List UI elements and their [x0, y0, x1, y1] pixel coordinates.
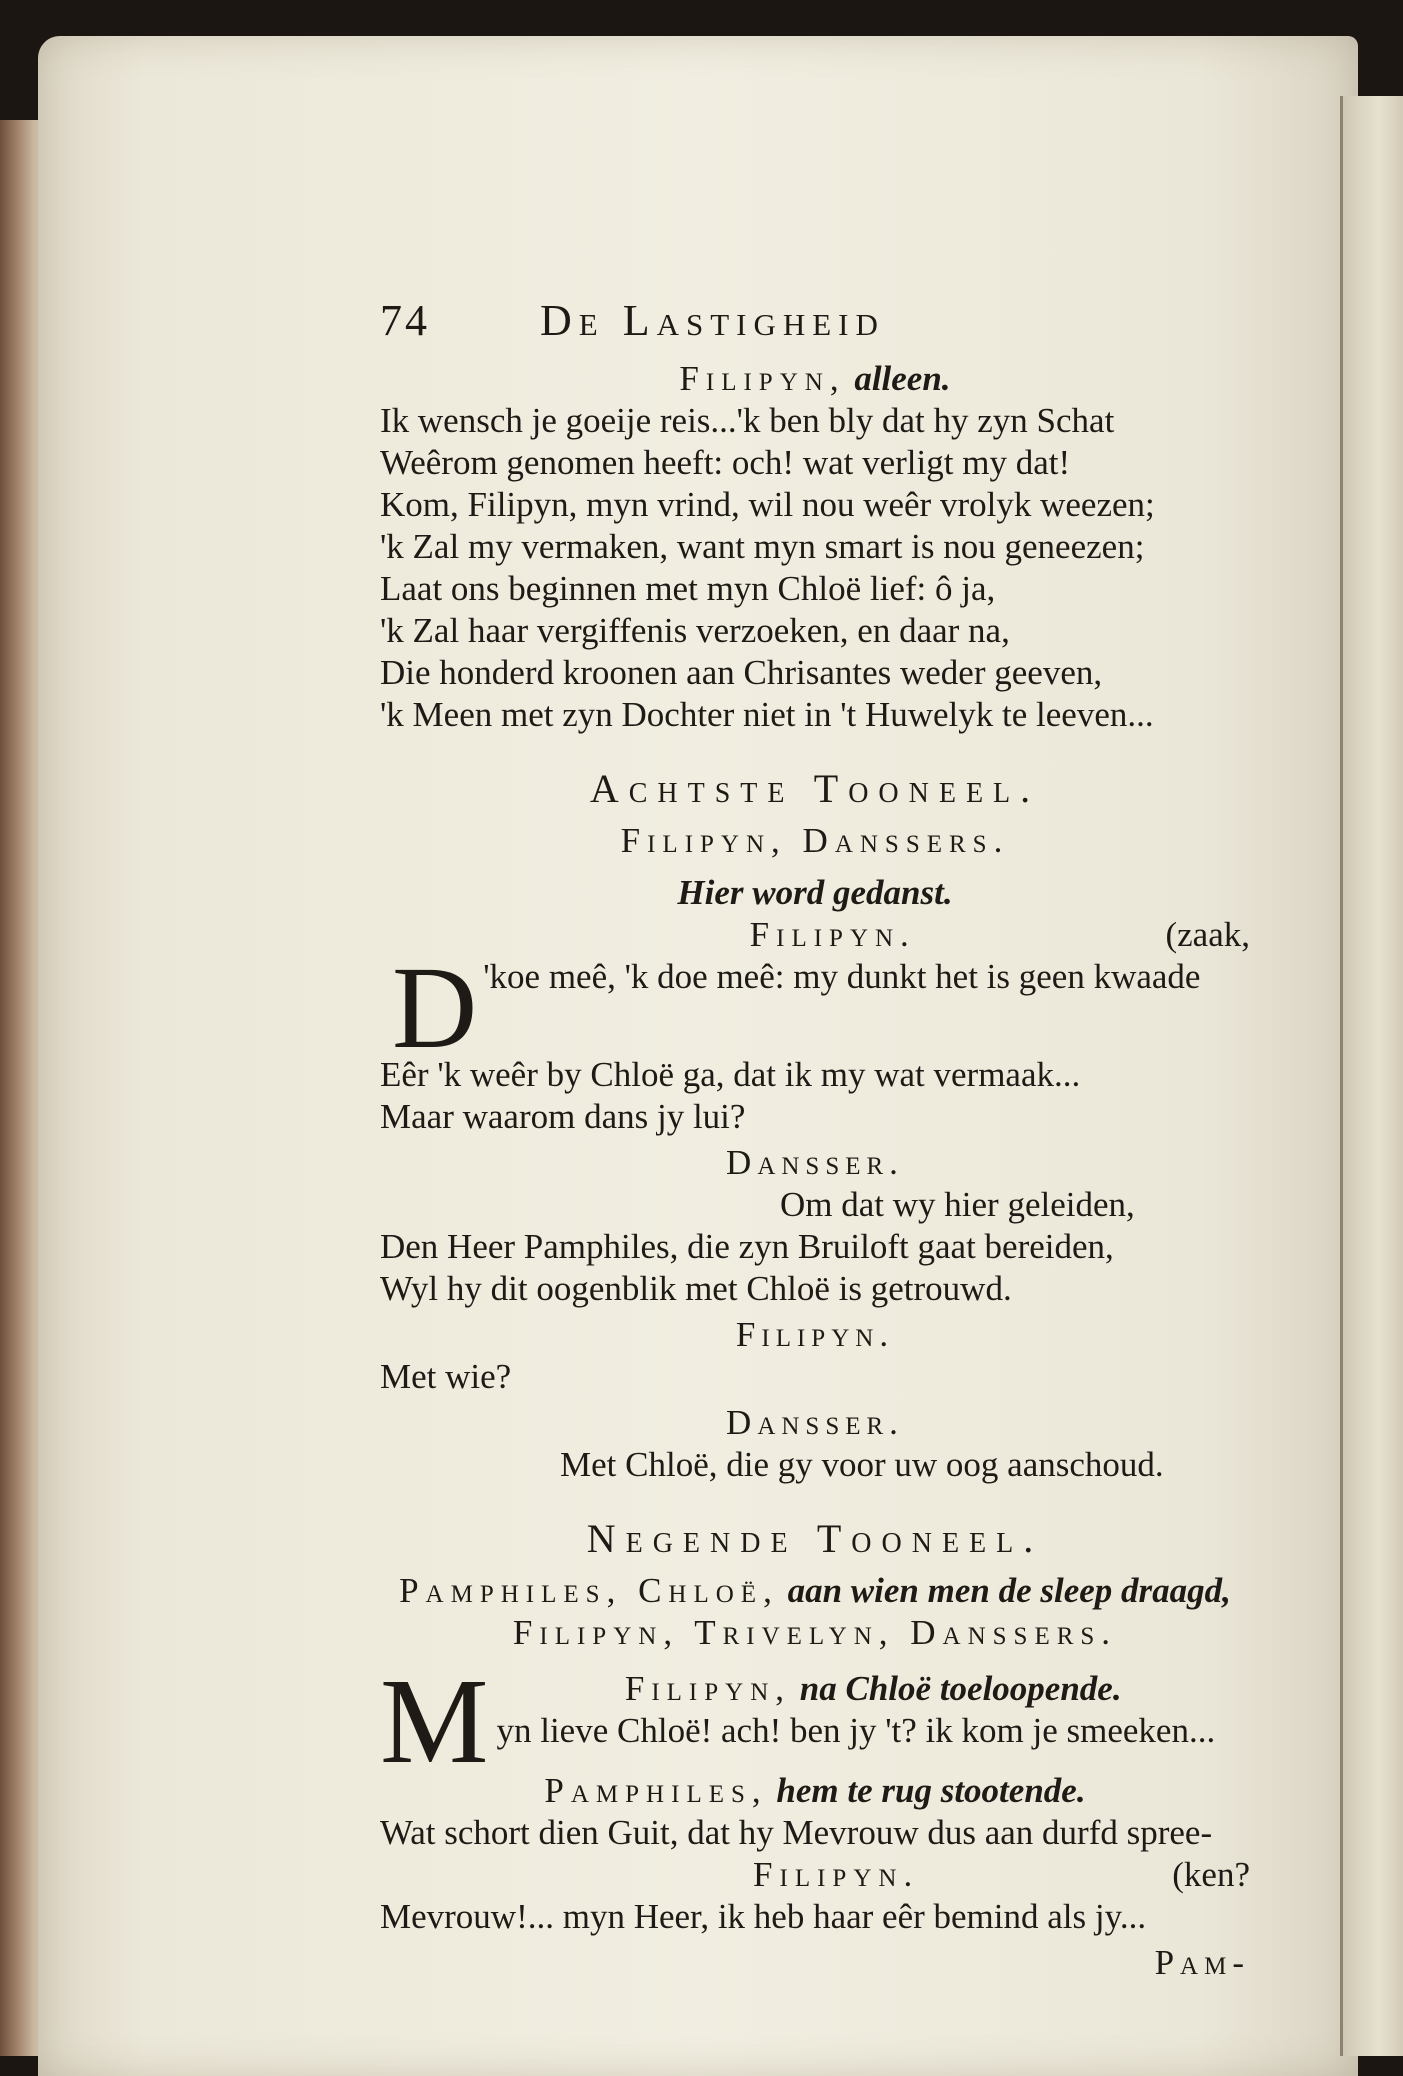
scene9-direction1: na Chloë toeloopende. — [799, 1669, 1122, 1708]
scene8-line7: Met wie? — [380, 1357, 512, 1396]
scene9-line3: Mevrouw!... myn Heer, ik heb haar eêr bemind als jy... — [380, 1897, 1147, 1936]
scene7-verse — [380, 400, 1250, 736]
verse-line: 'k Meen met zyn Dochter niet in 't Huwelyk te leeven... — [380, 695, 1154, 734]
scene9-speaker2: Pamphiles, — [544, 1771, 768, 1810]
verse-line: 'k Zal haar vergiffenis verzoeken, en daar na, — [380, 611, 1010, 650]
scene9-title: Negende Tooneel. — [586, 1516, 1044, 1561]
verse-line: Weêrom genomen heeft: och! wat verligt my dat! — [380, 443, 1071, 482]
scene9-line2: Wat schort dien Guit, dat hy Mevrouw dus aan durfd spree- — [380, 1813, 1213, 1852]
verse-line: Laat ons beginnen met myn Chloë lief: ô ja, — [380, 569, 996, 608]
scene9-speaker3-row — [380, 1854, 1250, 1896]
scene8-line6: Wyl hy dit oogenblik met Chloë is getrouwd. — [380, 1269, 1012, 1308]
running-title: De Lastigheid — [540, 296, 885, 345]
verse-line: Ik wensch je goeije reis...'k ben bly dat hy zyn Schat — [380, 401, 1115, 440]
scene8-line4: Om dat wy hier geleiden, — [780, 1185, 1135, 1224]
scene8-line5: Den Heer Pamphiles, die zyn Bruiloft gaat bereiden, — [380, 1227, 1114, 1266]
scene8-speaker2: Dansser. — [726, 1143, 904, 1182]
next-page-edge — [1340, 96, 1403, 2056]
page-number: 74 — [380, 296, 430, 345]
drop-cap-d: D — [392, 942, 478, 1073]
scene8-stage-direction: Hier word gedanst. — [677, 873, 953, 912]
scene9-line1: yn lieve Chloë! ach! ben jy 't? ik kom je smeeken... — [496, 1711, 1216, 1750]
scene9-speaker1: Filipyn, — [624, 1669, 792, 1708]
verse-line: Die honderd kroonen aan Chrisantes weder geeven, — [380, 653, 1103, 692]
scene9-opening — [380, 1654, 1250, 1789]
scene9-turnover: (ken? — [1172, 1855, 1250, 1894]
line-prefix: 'k — [483, 957, 508, 996]
catchword: Pam- — [1154, 1943, 1250, 1982]
verse-line: Kom, Filipyn, myn vrind, wil nou weêr vrolyk weezen; — [380, 485, 1155, 524]
scene8-characters: Filipyn, Danssers. — [620, 821, 1010, 860]
scene7-speaker: Filipyn, — [679, 359, 846, 398]
scene9-names: Pamphiles, Chloë, — [399, 1571, 779, 1610]
scene8-turnover: (zaak, — [1165, 915, 1250, 954]
scene8-speaker3: Filipyn. — [735, 1315, 895, 1354]
scene8-line1 — [380, 942, 1250, 1073]
scene9-direction2: hem te rug stootende. — [776, 1771, 1086, 1810]
scene9-characters1 — [380, 1570, 1250, 1612]
scene8-line2: Eêr 'k weêr by Chloë ga, dat ik my wat vermaak... — [380, 1055, 1081, 1094]
page-header — [380, 296, 1250, 358]
scene8-speaker4: Dansser. — [726, 1403, 904, 1442]
scene8-line3: Maar waarom dans jy lui? — [380, 1097, 746, 1136]
scene9-speaker3: Filipyn. — [753, 1855, 920, 1894]
scene7-direction: alleen. — [854, 359, 951, 398]
scene9-characters2: Filipyn, Trivelyn, Danssers. — [512, 1613, 1118, 1652]
scene8-line8: Met Chloë, die gy voor uw oog aanschoud. — [560, 1445, 1164, 1484]
scene8-title: Achtste Tooneel. — [589, 766, 1041, 811]
scene9-note: aan wien men de sleep draagd, — [787, 1571, 1231, 1610]
scene8-speaker1: Filipyn. — [749, 915, 916, 954]
scene8-speaker-row — [380, 914, 1250, 956]
drop-cap-m: M — [380, 1654, 489, 1789]
scene9-speaker1-line — [380, 1668, 1250, 1710]
line-rest: oe meê, 'k doe meê: my dunkt het is geen kwaade — [507, 957, 1201, 996]
page-text — [380, 296, 1250, 1984]
verse-line: 'k Zal my vermaken, want myn smart is nou geneezen; — [380, 527, 1145, 566]
scene9-speaker2-line — [380, 1770, 1250, 1812]
scene7-speaker-line — [380, 358, 1250, 400]
